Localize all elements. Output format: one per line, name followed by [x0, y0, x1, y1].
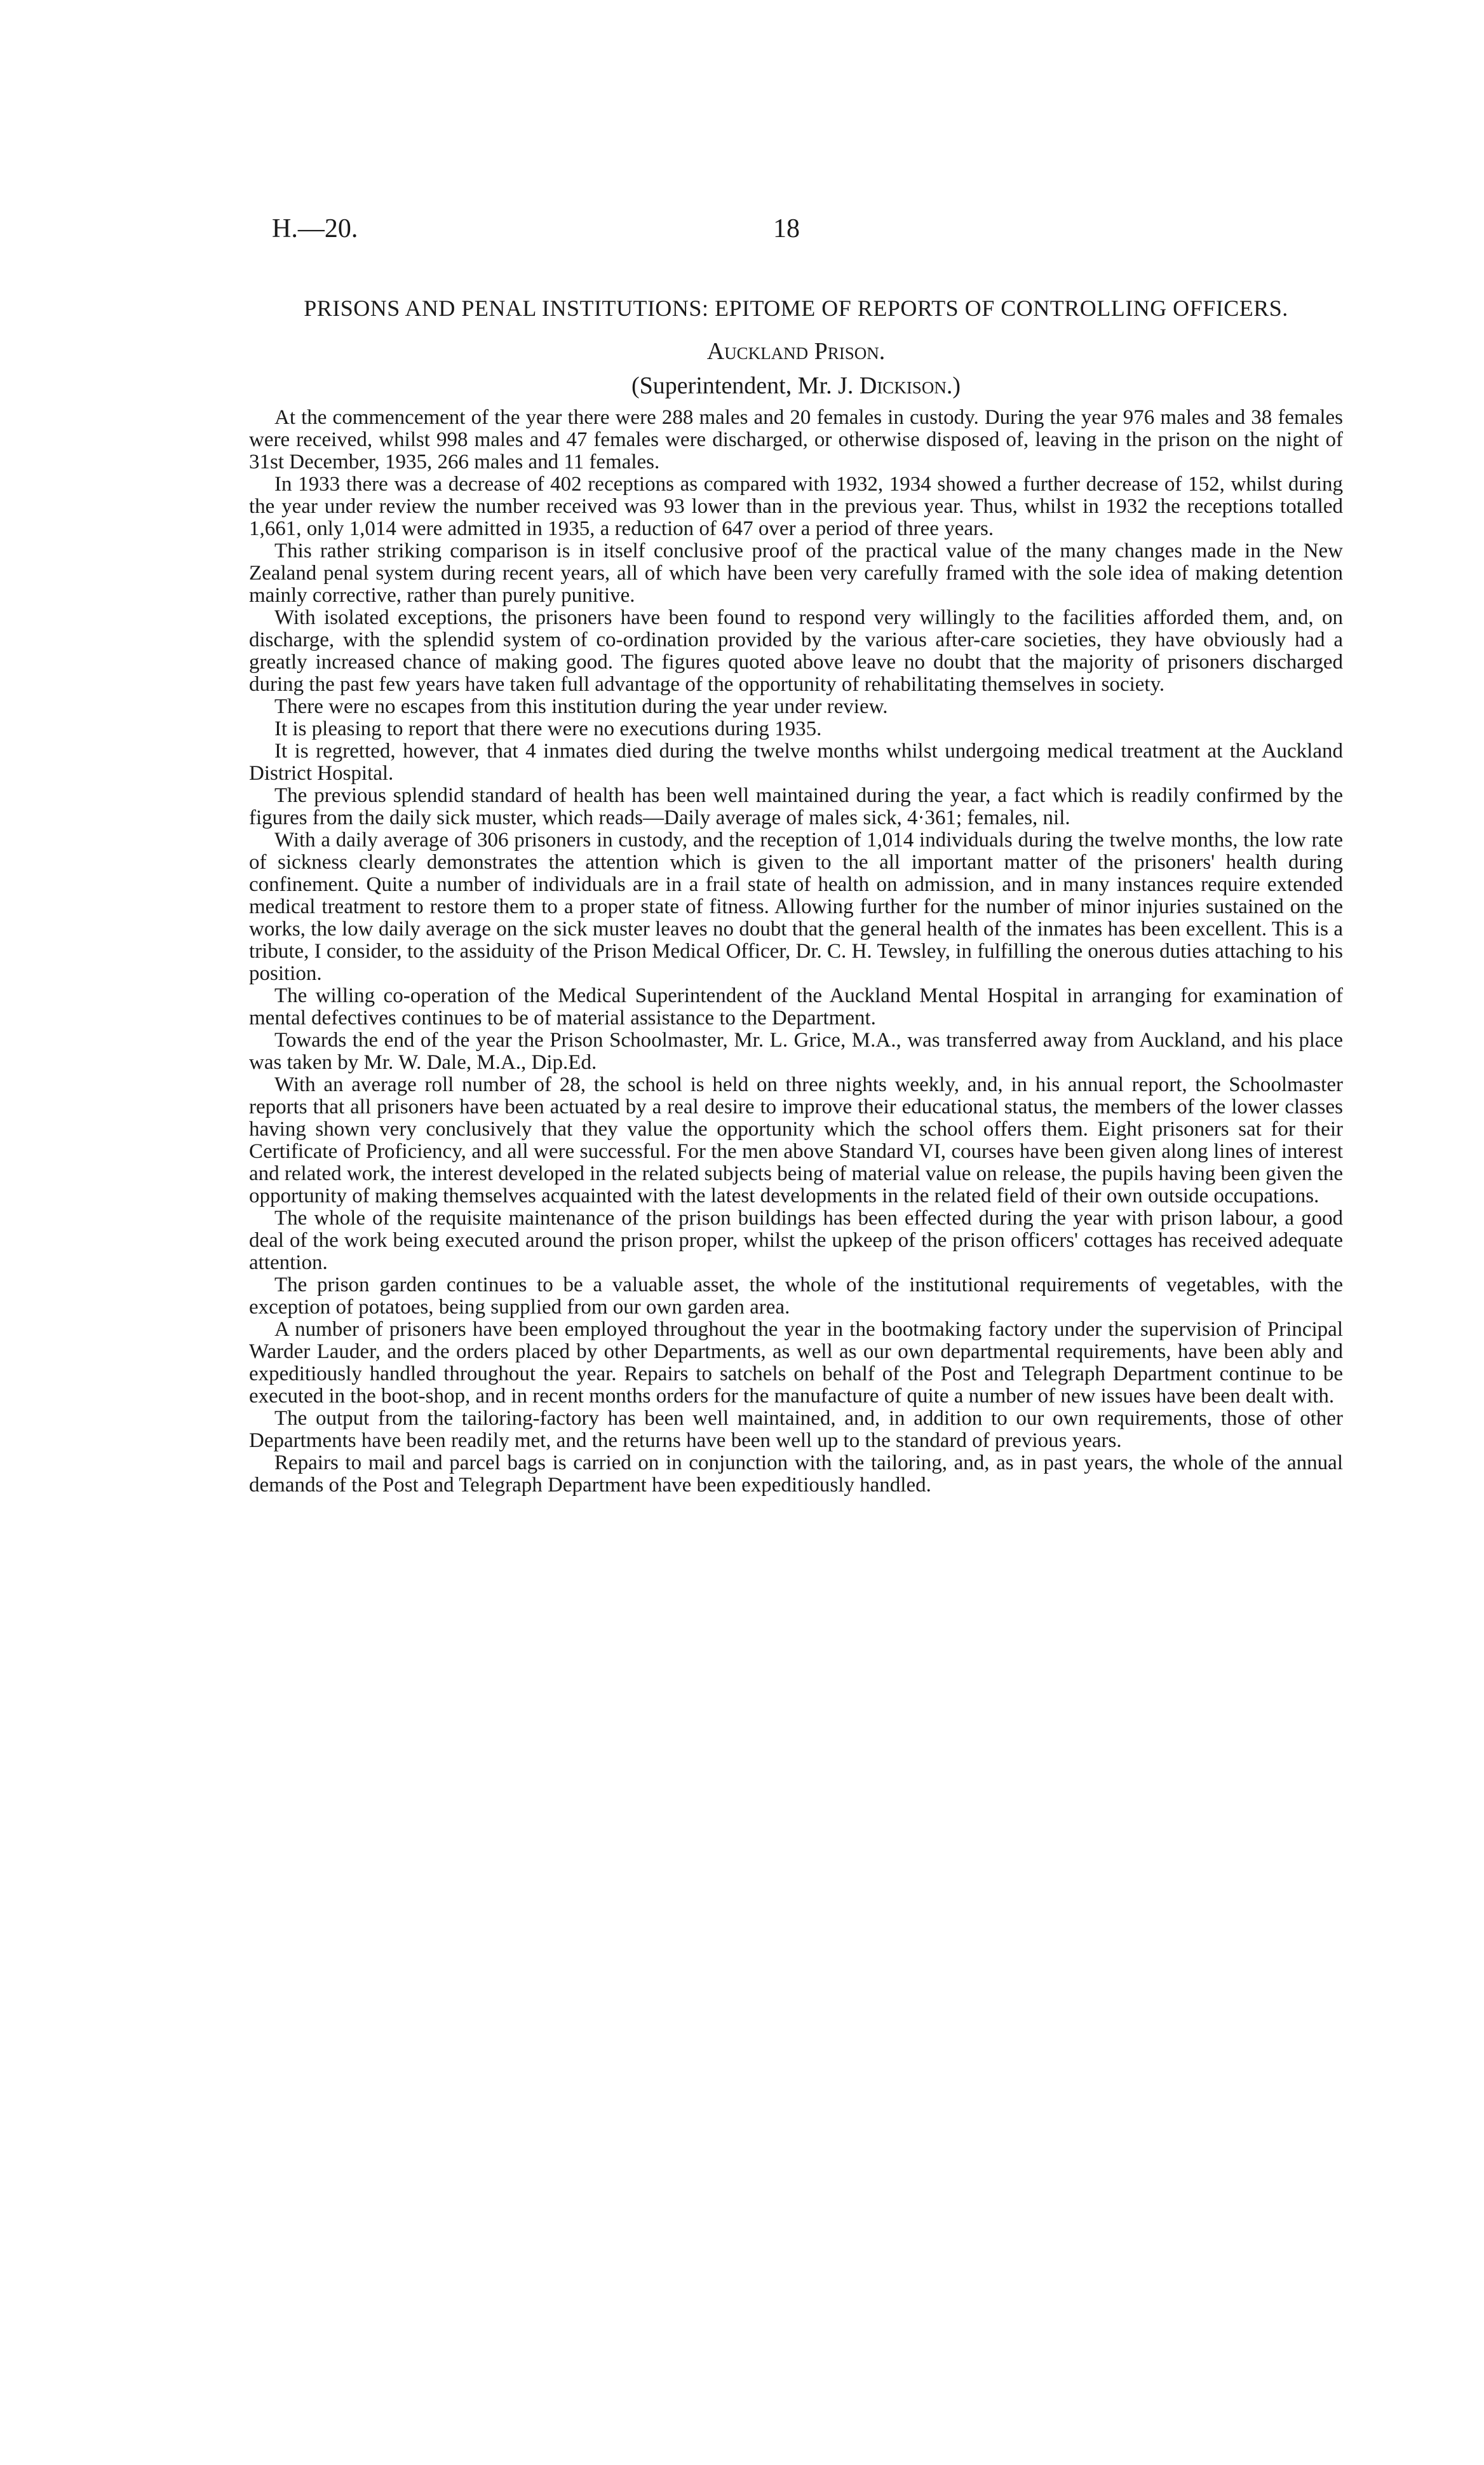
superintendent-name: Dickison — [859, 372, 947, 399]
paragraph: Towards the end of the year the Prison Schoolmaster, Mr. L. Grice, M.A., was transferred away from Auckland, and his place was taken by Mr. W. Dale, M.A., Dip.Ed. — [249, 1029, 1343, 1074]
superintendent-suffix: .) — [946, 372, 961, 399]
paragraph: Repairs to mail and parcel bags is carried on in conjunction with the tailoring, and, as in past years, the whole of the annual demands of the Post and Telegraph Department have been expeditiously handled. — [249, 1451, 1343, 1497]
paragraph: There were no escapes from this institution during the year under review. — [274, 695, 888, 718]
paragraph: It is regretted, however, that 4 inmates died during the twelve months whilst undergoing medical treatment at the Auckland District Hospital. — [249, 740, 1343, 785]
paragraph: At the commencement of the year there were 288 males and 20 females in custody. During the year 976 males and 38 females were received, whilst 998 males and 47 females were discharged, or otherwise disposed of, leaving in the prison on the night of 31st December, 1935, 266 males and 11 females. — [249, 406, 1343, 473]
document-title: PRISONS AND PENAL INSTITUTIONS: EPITOME OF REPORTS OF CONTROLLING OFFICERS. — [304, 295, 1288, 321]
superintendent-prefix: (Superintendent, Mr. J. — [631, 372, 860, 399]
paragraph: This rather striking comparison is in itself conclusive proof of the practical value of the many changes made in the New Zealand penal system during recent years, all of which have been very carefully framed with the sole idea of making detention mainly corrective, rather than purely punitive. — [249, 540, 1343, 607]
paragraph: The output from the tailoring-factory has been well maintained, and, in addition to our own requirements, those of other Departments have been readily met, and the returns have been well up to the standard of previous years. — [249, 1407, 1343, 1452]
section-heading: Auckland Prison. — [706, 338, 886, 365]
paragraph: A number of prisoners have been employed throughout the year in the bootmaking factory under the supervision of Principal Warder Lauder, and the orders placed by other Departments, as well as our own departmental requirements, have been ably and expeditiously handled throughout the year. Repairs to satchels on behalf of the Post and Telegraph Department continue to be executed in the boot-shop, and in recent months orders for the manufacture of quite a number of new issues have been dealt with. — [249, 1318, 1343, 1408]
document-page — [249, 202, 1343, 1497]
paragraph: The prison garden continues to be a valuable asset, the whole of the institutional requirements of vegetables, with the exception of potatoes, being supplied from our own garden area. — [249, 1273, 1343, 1319]
paragraph: In 1933 there was a decrease of 402 receptions as compared with 1932, 1934 showed a further decrease of 152, whilst during the year under review the number received was 93 lower than in the previous year. Thus, whilst in 1932 the receptions totalled 1,661, only 1,014 were admitted in 1935, a reduction of 647 over a period of three years. — [249, 473, 1343, 540]
paragraph: The previous splendid standard of health has been well maintained during the year, a fact which is readily confirmed by the figures from the daily sick muster, which reads—Daily average of males sick, 4·361; females, nil. — [249, 784, 1343, 829]
paragraph: The whole of the requisite maintenance of the prison buildings has been effected during the year with prison labour, a good deal of the work being executed around the prison proper, whilst the upkeep of the prison officers' cottages has received adequate attention. — [249, 1207, 1343, 1274]
report-reference: H.—20. — [272, 214, 358, 243]
paragraph: With a daily average of 306 prisoners in custody, and the reception of 1,014 individuals during the twelve months, the low rate of sickness clearly demonstrates the attention which is given to the all important matter of the prisoners' health during confinement. Quite a number of individuals are in a frail state of health on admission, and in many instances require extended medical treatment to restore them to a proper state of fitness. Allowing further for the number of minor injuries sustained on the works, the low daily average on the sick muster leaves no doubt that the general health of the inmates has been excellent. This is a tribute, I consider, to the assiduity of the Prison Medical Officer, Dr. C. H. Tewsley, in fulfilling the onerous duties attaching to his position. — [249, 829, 1343, 985]
superintendent-line — [249, 371, 1343, 400]
paragraph: It is pleasing to report that there were no executions during 1935. — [274, 717, 822, 740]
paragraph: The willing co-operation of the Medical Superintendent of the Auckland Mental Hospital in arranging for examination of mental defectives continues to be of material assistance to the Department. — [249, 984, 1343, 1029]
report-body — [249, 407, 1343, 1497]
paragraph: With isolated exceptions, the prisoners have been found to respond very willingly to the facilities afforded them, and, on discharge, with the splendid system of co-ordination provided by the various after-care societies, they have obviously had a greatly increased chance of making good. The figures quoted above leave no doubt that the majority of prisoners discharged during the past few years have taken full advantage of the opportunity of rehabilitating themselves in society. — [249, 606, 1343, 696]
page-header — [249, 202, 1343, 253]
paragraph: With an average roll number of 28, the school is held on three nights weekly, and, in his annual report, the Schoolmaster reports that all prisoners have been actuated by a real desire to improve their educational status, the members of the lower classes having shown very conclusively that they value the opportunity which the school offers them. Eight prisoners sat for their Certificate of Proficiency, and all were successful. For the men above Standard VI, courses have been given along lines of interest and related work, the interest developed in the related subjects being of material value on release, the pupils having been given the opportunity of making themselves acquainted with the latest developments in the related field of their own outside occupations. — [249, 1073, 1343, 1207]
page-number: 18 — [773, 214, 800, 243]
